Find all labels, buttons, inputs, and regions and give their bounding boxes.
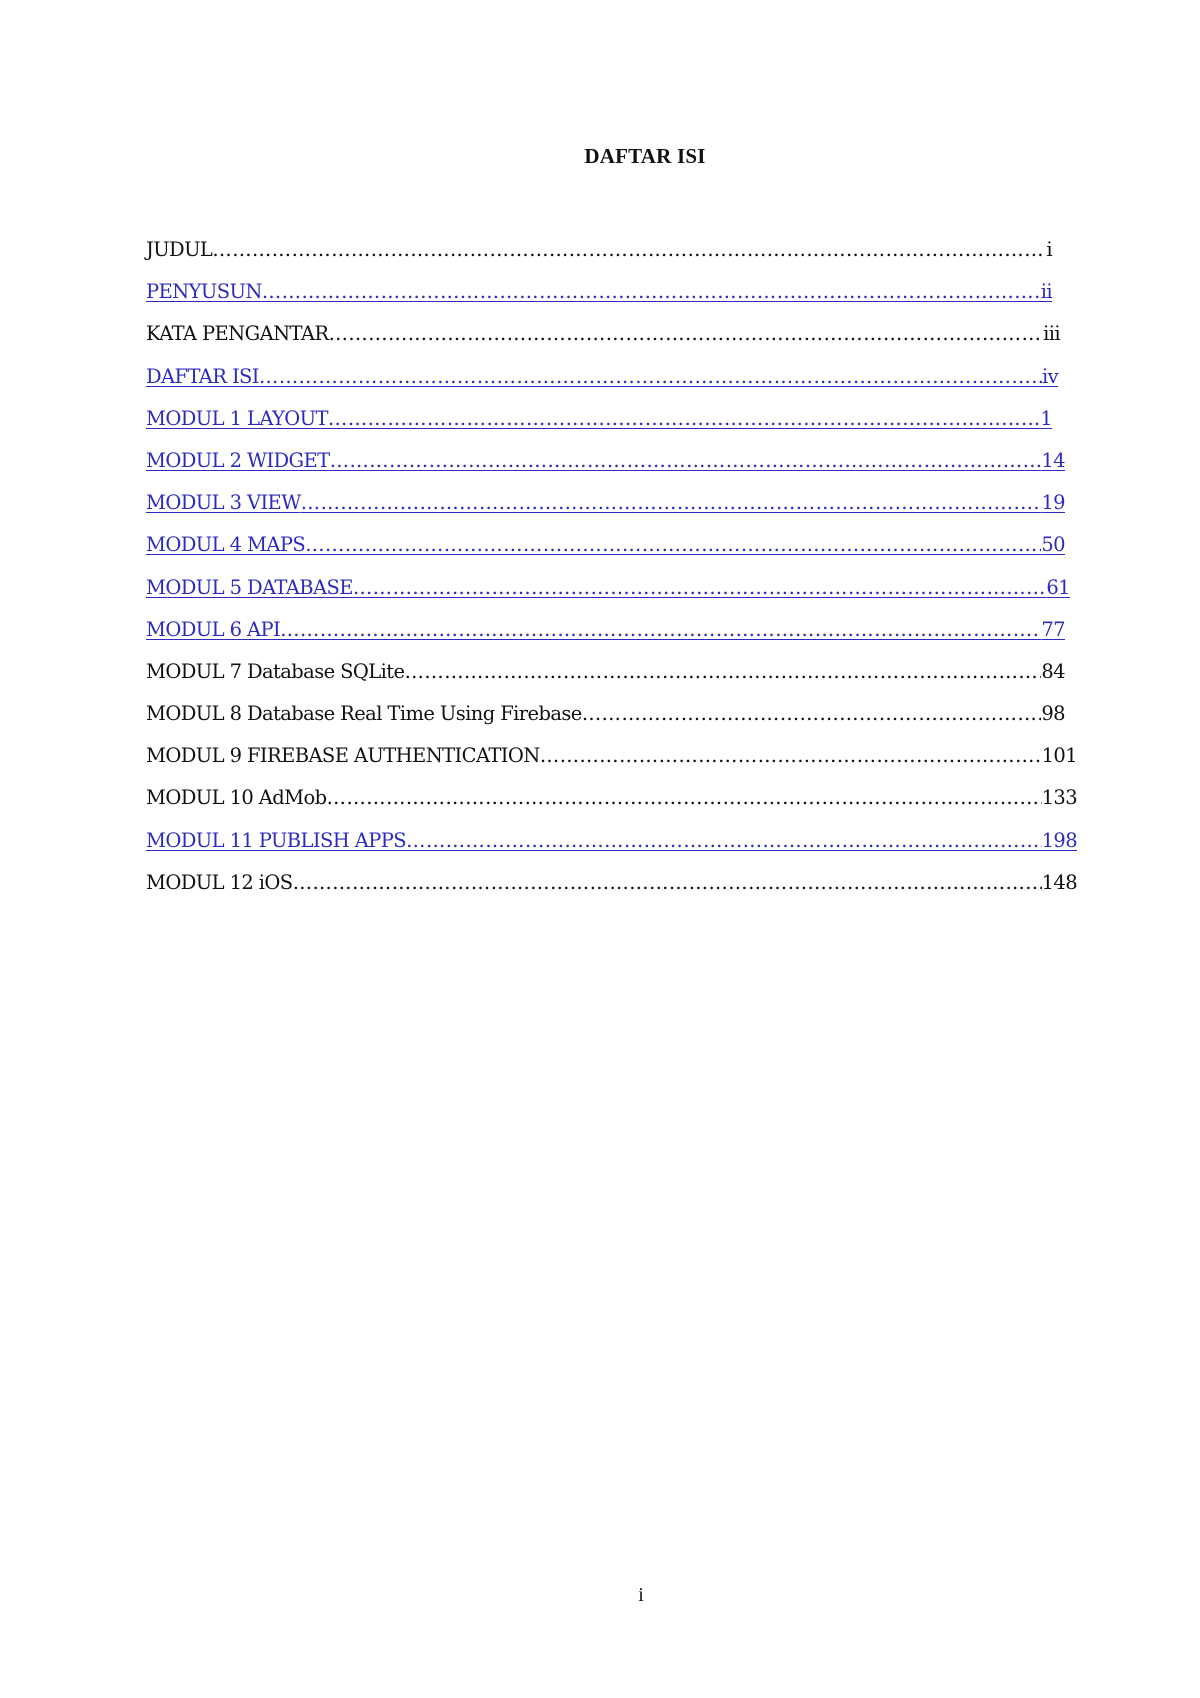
toc-entry-label: MODUL 3 VIEW — [146, 491, 301, 515]
toc-entry-label: MODUL 8 Database Real Time Using Firebase — [146, 702, 582, 726]
toc-entry-label: MODUL 10 AdMob — [146, 786, 327, 810]
toc-entry-page-number: 77 — [1041, 617, 1065, 641]
toc-entry-link[interactable] — [146, 365, 1058, 407]
dot-leader — [280, 618, 1041, 641]
toc-item — [146, 702, 1077, 744]
toc-entry-page-number: 148 — [1041, 870, 1077, 894]
toc-entry — [146, 660, 1065, 702]
toc-entry-label: MODUL 1 LAYOUT — [146, 406, 328, 430]
toc-item[interactable] — [146, 829, 1077, 871]
toc-item[interactable] — [146, 280, 1077, 322]
toc-entry-page-number: 98 — [1041, 702, 1065, 726]
toc-entry — [146, 786, 1077, 828]
toc-entry-link[interactable] — [146, 533, 1065, 575]
dot-leader — [327, 786, 1042, 809]
toc-item — [146, 744, 1077, 786]
dot-leader — [328, 322, 1043, 345]
toc-item[interactable] — [146, 407, 1077, 449]
toc-entry-label: MODUL 6 API — [146, 617, 281, 641]
toc-entry-page-number: 84 — [1041, 659, 1065, 683]
toc-entry-page-number: 101 — [1041, 744, 1077, 768]
toc-entry-label: MODUL 2 WIDGET — [146, 448, 330, 472]
toc-item[interactable] — [146, 491, 1077, 533]
toc-entry-label: MODUL 5 DATABASE — [146, 575, 353, 599]
dot-leader — [262, 280, 1041, 303]
toc-entry-link[interactable] — [146, 491, 1065, 533]
toc-entry-page-number: i — [1046, 238, 1052, 261]
toc-entry-page-number: iv — [1041, 364, 1058, 388]
toc-entry-link[interactable] — [146, 407, 1052, 449]
toc-entry-link[interactable] — [146, 449, 1065, 491]
toc-entry-label: MODUL 7 Database SQLite — [146, 659, 405, 683]
dot-leader — [406, 829, 1042, 852]
toc-entry-label: MODUL 11 PUBLISH APPS — [146, 828, 407, 852]
toc-item[interactable] — [146, 618, 1077, 660]
toc-entry-page-number: 133 — [1041, 786, 1077, 810]
toc-entry-link[interactable] — [146, 576, 1070, 618]
toc-entry — [146, 702, 1065, 744]
toc-entry — [146, 744, 1077, 786]
toc-entry-page-number: 14 — [1041, 448, 1065, 472]
toc-entry-page-number: 198 — [1041, 828, 1077, 852]
toc-item — [146, 322, 1077, 364]
dot-leader — [259, 365, 1042, 388]
toc-item[interactable] — [146, 533, 1077, 575]
toc-entry — [146, 238, 1052, 280]
toc-entry-page-number: 19 — [1041, 491, 1065, 515]
toc-entry-label: JUDUL — [146, 238, 213, 261]
toc-entry — [146, 871, 1077, 913]
toc-item[interactable] — [146, 365, 1077, 407]
toc-entry-page-number: 1 — [1040, 406, 1052, 430]
dot-leader — [330, 449, 1042, 472]
toc-entry-link[interactable] — [146, 618, 1065, 660]
toc-entry-page-number: iii — [1043, 322, 1060, 346]
toc-item — [146, 660, 1077, 702]
toc-item[interactable] — [146, 576, 1077, 618]
toc-entry-label: MODUL 4 MAPS — [146, 533, 306, 557]
toc-item[interactable] — [146, 449, 1077, 491]
toc-entry-link[interactable] — [146, 280, 1052, 322]
dot-leader — [293, 871, 1042, 894]
dot-leader — [404, 660, 1041, 683]
toc-item — [146, 786, 1077, 828]
dot-leader — [301, 491, 1042, 514]
dot-leader — [305, 533, 1041, 556]
toc-entry-page-number: 61 — [1046, 575, 1070, 599]
page-number: i — [638, 1584, 644, 1606]
toc-entry-label: PENYUSUN — [146, 280, 262, 304]
toc-item — [146, 871, 1077, 913]
dot-leader — [540, 744, 1042, 767]
dot-leader — [212, 238, 1046, 261]
toc-entry — [146, 322, 1060, 364]
toc-entry-link[interactable] — [146, 829, 1077, 871]
table-of-contents — [146, 238, 1077, 913]
page-title: DAFTAR ISI — [584, 144, 706, 168]
dot-leader — [582, 702, 1042, 725]
toc-entry-page-number: ii — [1040, 280, 1052, 304]
toc-entry-label: DAFTAR ISI — [146, 364, 259, 388]
toc-entry-page-number: 50 — [1041, 533, 1065, 557]
toc-entry-label: KATA PENGANTAR — [146, 322, 329, 346]
dot-leader — [353, 576, 1047, 599]
toc-item — [146, 238, 1077, 280]
dot-leader — [328, 407, 1040, 430]
toc-entry-label: MODUL 9 FIREBASE AUTHENTICATION — [146, 744, 540, 768]
toc-entry-label: MODUL 12 iOS — [146, 870, 293, 894]
